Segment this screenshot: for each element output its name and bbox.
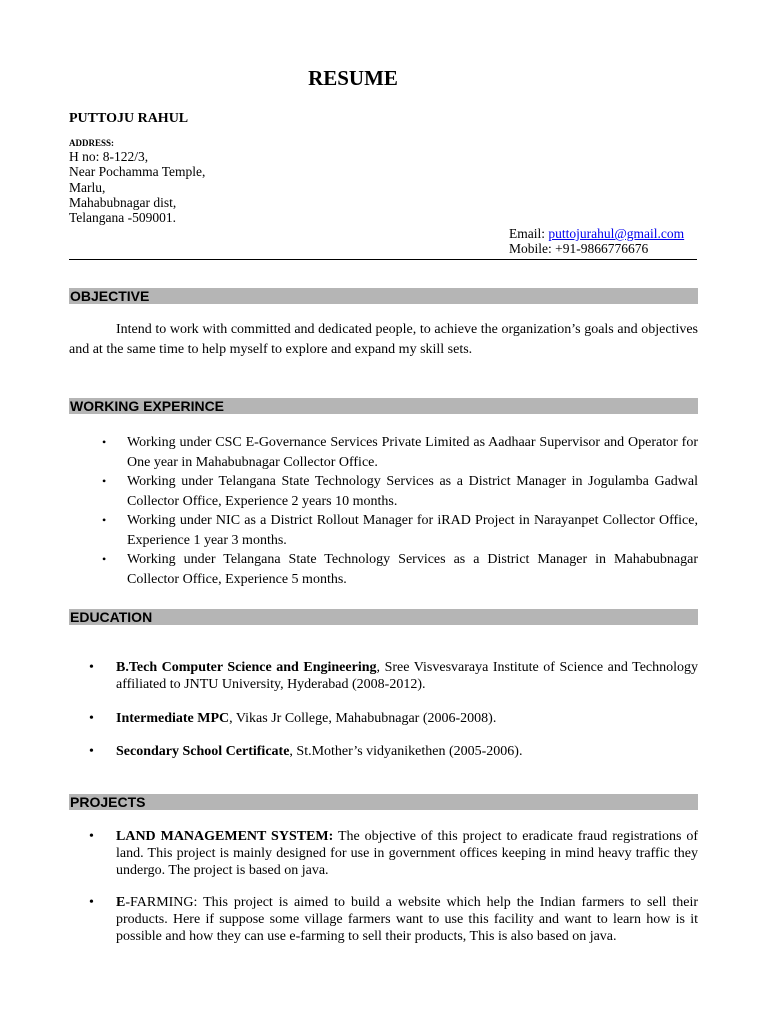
- contact-block: [509, 226, 684, 257]
- education-degree: Intermediate MPC: [116, 711, 230, 726]
- mobile-line: Mobile: +91-9866776676: [509, 241, 649, 257]
- bullet-icon: •: [89, 711, 94, 726]
- list-item: [69, 472, 698, 511]
- email-link[interactable]: puttojurahul@gmail.com: [548, 226, 685, 241]
- experience-text: Working under NIC as a District Rollout Manager for iRAD Project in Narayanpet Collector Office, Experience 1 year 3 months.: [127, 513, 698, 548]
- list-item: [69, 659, 698, 693]
- header-divider: [69, 259, 697, 260]
- projects-list: [69, 894, 698, 945]
- education-degree: B.Tech Computer Science and Engineering: [116, 660, 377, 675]
- list-item: [69, 743, 698, 760]
- address-line: Marlu,: [69, 179, 106, 195]
- bullet-icon: •: [89, 829, 94, 844]
- project-description: The objective of this project to eradicate fraud registrations of land. This project is mainly designed for use in government offices keeping in mind heavy traffic they undergo. The project is based on java.: [116, 829, 698, 878]
- experience-text: Working under Telangana State Technology Services as a District Manager in Jogulamba Gadwal Collector Office, Experience 2 years 10 months.: [127, 474, 698, 509]
- objective-body: Intend to work with committed and dedicated people, to achieve the organization’s goals and objectives and at the same time to help myself to explore and expand my skill sets.: [69, 322, 698, 357]
- list-item: [69, 894, 698, 945]
- address-line: Near Pochamma Temple,: [69, 164, 206, 180]
- list-item: [69, 433, 698, 472]
- bullet-icon: •: [102, 435, 107, 449]
- experience-text: Working under Telangana State Technology Services as a District Manager in Mahabubnagar Collector Office, Experience 5 months.: [127, 552, 698, 587]
- section-experience: WORKING EXPERINCE: [69, 398, 698, 414]
- project-description: -FARMING: This project is aimed to build a website which help the Indian farmers to sell their products. Here if suppose some village farmers want to use this facility and want to learn how is it possible and how they can use e-farming to sell their products, This is also based on java.: [116, 895, 698, 944]
- education-detail: , St.Mother’s vidyanikethen (2005-2006).: [289, 744, 523, 759]
- address-line: Telangana -509001.: [69, 210, 177, 226]
- project-name: E: [116, 895, 126, 910]
- section-projects: PROJECTS: [69, 794, 698, 810]
- experience-list: [69, 433, 698, 589]
- education-list: [69, 743, 698, 760]
- bullet-icon: •: [89, 895, 94, 910]
- bullet-icon: •: [102, 474, 107, 488]
- bullet-icon: •: [102, 513, 107, 527]
- bullet-icon: •: [89, 744, 94, 759]
- education-detail: , Vikas Jr College, Mahabubnagar (2006-2008).: [229, 711, 497, 726]
- education-list: [69, 710, 698, 727]
- address-label: ADDRESS:: [69, 138, 115, 148]
- section-education: EDUCATION: [69, 609, 698, 625]
- project-name: LAND MANAGEMENT SYSTEM:: [116, 829, 334, 844]
- address-line: Mahabubnagar dist,: [69, 194, 177, 210]
- list-item: [69, 550, 698, 589]
- education-list: [69, 659, 698, 693]
- list-item: [69, 511, 698, 550]
- candidate-name: PUTTOJU RAHUL: [69, 111, 189, 126]
- list-item: [69, 828, 698, 879]
- education-degree: Secondary School Certificate: [116, 744, 290, 759]
- email-line: [509, 226, 684, 241]
- section-objective: OBJECTIVE: [69, 288, 698, 304]
- education-detail: , Sree Visvesvaraya Institute of Science and Technology affiliated to JNTU University, Hyderabad (2008-2012).: [116, 660, 699, 692]
- bullet-icon: •: [102, 552, 107, 566]
- experience-text: Working under CSC E-Governance Services Private Limited as Aadhaar Supervisor and Operator for One year in Mahabubnagar Collector Office.: [127, 435, 698, 470]
- bullet-icon: •: [89, 660, 94, 675]
- objective-text: [69, 320, 698, 360]
- email-label: Email:: [509, 226, 549, 241]
- projects-list: [69, 828, 698, 879]
- address-block: [69, 149, 205, 225]
- resume-title: RESUME: [308, 66, 398, 90]
- address-line: H no: 8-122/3,: [69, 149, 149, 164]
- list-item: [69, 710, 698, 727]
